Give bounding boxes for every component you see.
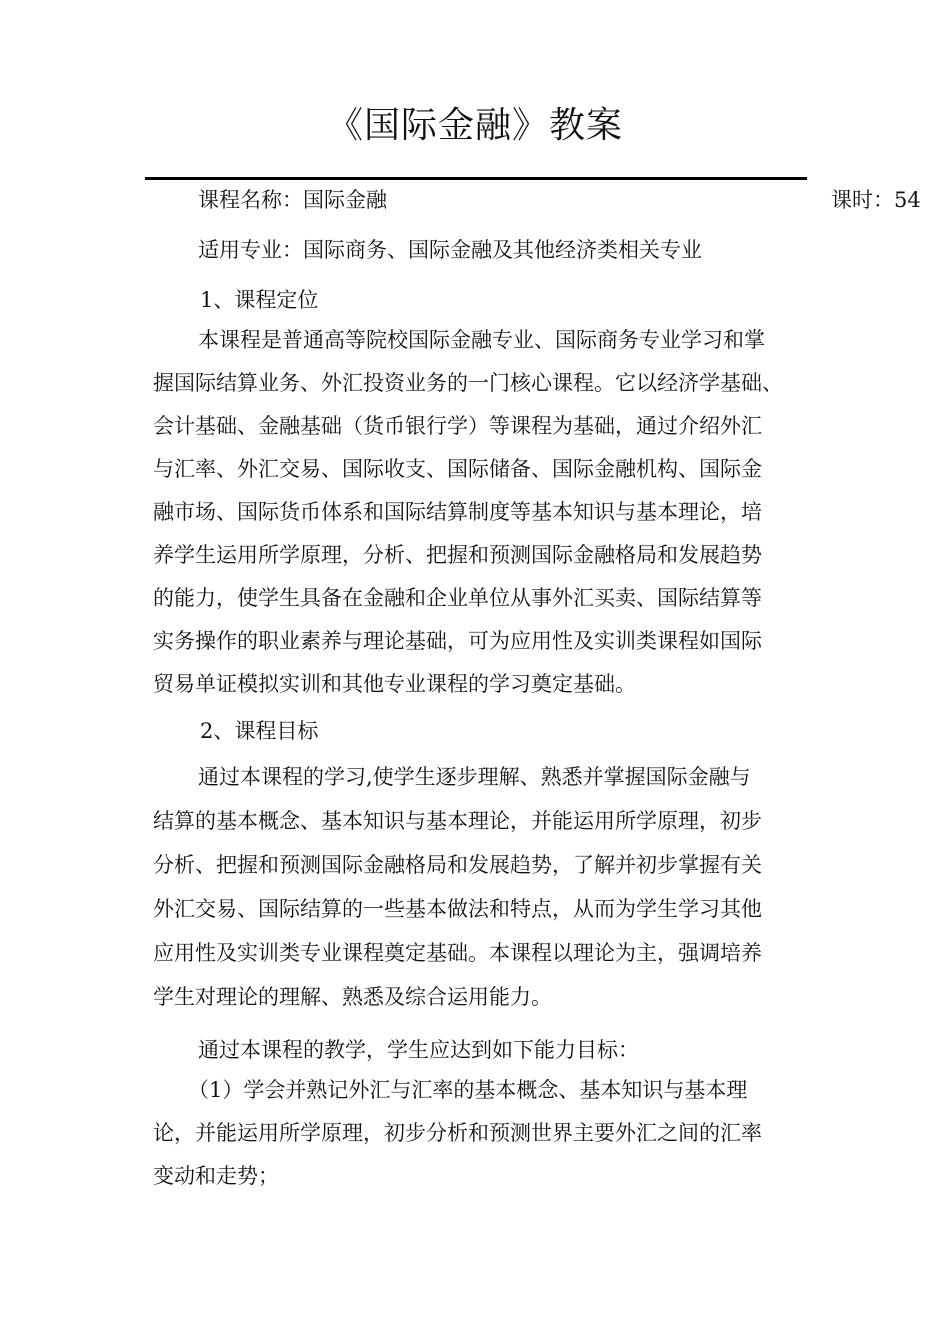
paragraph-line: 融市场、国际货币体系和国际结算制度等基本知识与基本理论，培 xyxy=(153,500,762,524)
applicable-major: 适用专业：国际商务、国际金融及其他经济类相关专业 xyxy=(198,238,702,262)
paragraph-line: 结算的基本概念、基本知识与基本理论，并能运用所学原理，初步 xyxy=(153,809,762,833)
paragraph-line: 外汇交易、国际结算的一些基本做法和特点，从而为学生学习其他 xyxy=(153,897,762,921)
paragraph-line: 与汇率、外汇交易、国际收支、国际储备、国际金融机构、国际金 xyxy=(153,457,762,481)
paragraph-line: 的能力，使学生具备在金融和企业单位从事外汇买卖、国际结算等 xyxy=(153,586,762,610)
page-title: 《国际金融》教案 xyxy=(326,105,623,146)
section-heading-course-positioning: 1、课程定位 xyxy=(200,288,319,312)
ability-item-line: 变动和走势； xyxy=(153,1164,279,1188)
course-meta-row xyxy=(198,182,921,218)
paragraph-line: 学生对理论的理解、熟悉及综合运用能力。 xyxy=(153,985,552,1009)
paragraph-line: 通过本课程的学习,使学生逐步理解、熟悉并掌握国际金融与 xyxy=(198,765,751,789)
paragraph-line: 握国际结算业务、外汇投资业务的一门核心课程。它以经济学基础、 xyxy=(153,371,783,395)
paragraph-line: 本课程是普通高等院校国际金融专业、国际商务专业学习和掌 xyxy=(198,328,765,352)
title-divider xyxy=(145,177,807,180)
course-hours: 课时：54 xyxy=(831,188,921,212)
paragraph-line: 应用性及实训类专业课程奠定基础。本课程以理论为主，强调培养 xyxy=(153,941,762,965)
ability-intro: 通过本课程的教学，学生应达到如下能力目标： xyxy=(198,1038,639,1062)
paragraph-line: 贸易单证模拟实训和其他专业课程的学习奠定基础。 xyxy=(153,672,636,696)
paragraph-line: 分析、把握和预测国际金融格局和发展趋势，了解并初步掌握有关 xyxy=(153,853,762,877)
course-name: 课程名称：国际金融 xyxy=(198,188,387,212)
ability-item-line: 论，并能运用所学原理，初步分析和预测世界主要外汇之间的汇率 xyxy=(153,1121,762,1145)
ability-item-line: （1）学会并熟记外汇与汇率的基本概念、基本知识与基本理 xyxy=(188,1078,748,1102)
section-heading-course-objectives: 2、课程目标 xyxy=(200,719,319,743)
paragraph-line: 养学生运用所学原理，分析、把握和预测国际金融格局和发展趋势 xyxy=(153,543,762,567)
paragraph-line: 实务操作的职业素养与理论基础，可为应用性及实训类课程如国际 xyxy=(153,629,762,653)
paragraph-line: 会计基础、金融基础（货币银行学）等课程为基础，通过介绍外汇 xyxy=(153,414,762,438)
